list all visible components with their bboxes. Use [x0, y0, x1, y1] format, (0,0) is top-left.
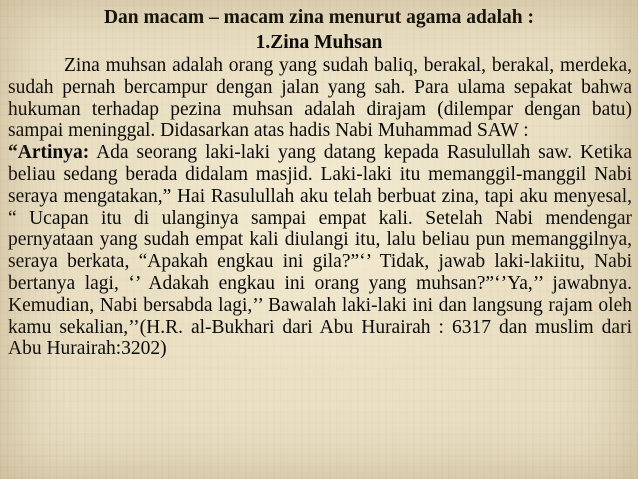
slide-title: Dan macam – macam zina menurut agama adalah :	[103, 7, 535, 28]
body-text	[8, 55, 632, 360]
hadith-text: Ada seorang laki-laki yang datang kepada Rasulullah saw. Ketika beliau sedang berada didalam masjid. Laki-laki itu memanggil-manggil Nabi seraya mengatakan,” Hai Rasulullah aku telah berbuat zina, tapi aku menyesal, “ Ucapan itu di ulanginya sampai empat kali. Setelah Nabi mendengar pernyataan yang sudah empat kali diulangi itu, lalu beliau pun memanggilnya, seraya berkata, “Apakah engkau ini gila?”‘’ Tidak, jawab laki-lakiitu, Nabi bertanya lagi, ‘’ Adakah engkau ini orang yang muhsan?”‘’Ya,’’ jawabnya. Kemudian, Nabi bersabda lagi,’’ Bawalah laki-laki ini dan langsung rajam oleh kamu sekalian,’’(H.R. al-Bukhari dari Abu Hurairah : 6317 dan muslim dari Abu Hurairah:3202)	[8, 142, 632, 360]
paragraph-definition: Zina muhsan adalah orang yang sudah baliq, berakal, berakal, merdeka, sudah pernah bercampur dengan jalan yang sah. Para ulama sepakat bahwa hukuman terhadap pezina muhsan adalah dirajam (dilempar dengan batu) sampai meninggal. Didasarkan atas hadis Nabi Muhammad SAW :	[8, 55, 632, 142]
paragraph-hadith	[8, 142, 632, 360]
section-heading: 1.Zina Muhsan	[255, 32, 383, 53]
hadith-label: “Artinya:	[8, 142, 90, 164]
